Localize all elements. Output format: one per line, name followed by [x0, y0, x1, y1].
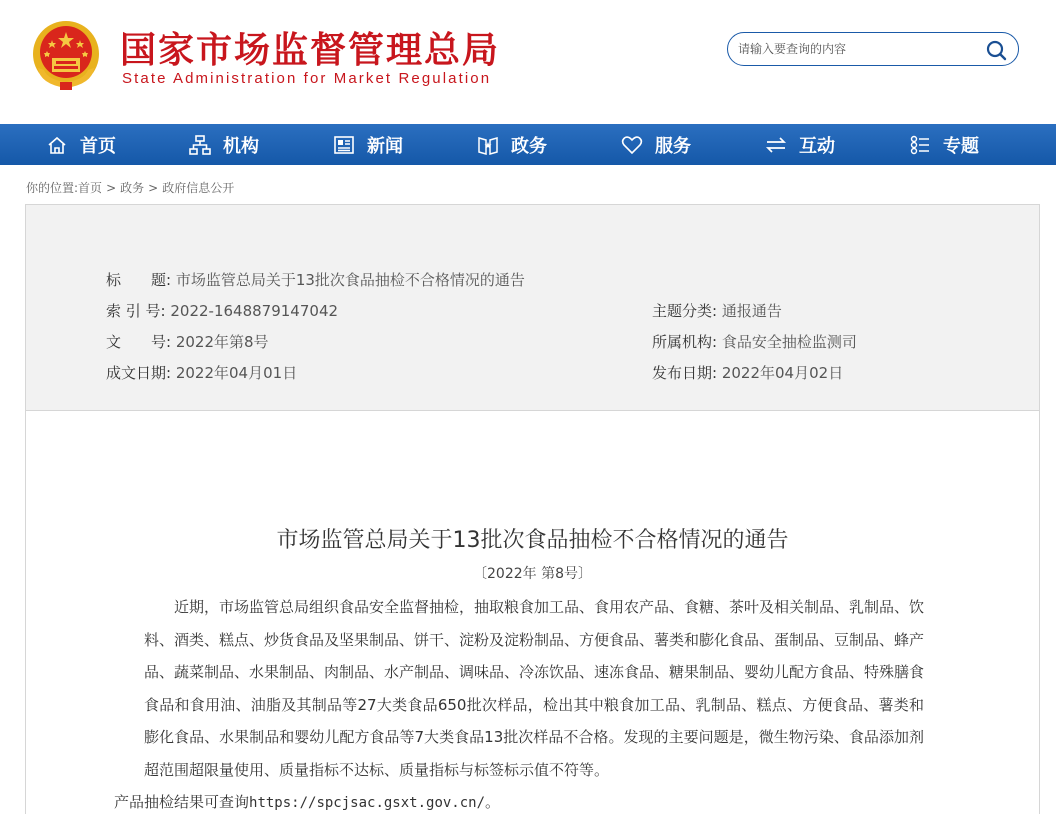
- info-org-row: [652, 331, 857, 352]
- breadcrumb-government[interactable]: 政务: [120, 181, 145, 195]
- government-icon: [477, 134, 499, 156]
- result-link-suffix: 。: [485, 793, 501, 811]
- nav-item-topics[interactable]: [909, 124, 979, 165]
- info-date-row: [106, 362, 297, 383]
- site-title-english[interactable]: State Administration for Market Regulation: [122, 70, 492, 87]
- info-org-value: 食品安全抽检监测司: [721, 333, 857, 351]
- topics-list-icon: [909, 134, 931, 156]
- breadcrumb-home[interactable]: 首页: [78, 181, 103, 195]
- info-publish-value: 2022年04月02日: [721, 364, 844, 382]
- main-nav: [0, 124, 1056, 165]
- nav-item-interaction[interactable]: [765, 124, 835, 165]
- document-body-text: 近期，市场监管总局组织食品安全监督抽检，抽取粮食加工品、食用农产品、食糖、茶叶及相关制品、乳制品、饮料、酒类、糕点、炒货食品及坚果制品、饼干、淀粉及淀粉制品、方便食品、薯类和膨化食品、蛋制品、豆制品、蜂产品、蔬菜制品、水果制品、肉制品、水产制品、调味品、冷冻饮品、速冻食品、糖果制品、婴幼儿配方食品、特殊膳食食品和食用油、油脂及其制品等27大类食品650批次样品，检出其中粮食加工品、乳制品、糕点、方便食品、薯类和膨化食品、水果制品和婴幼儿配方食品等7大类食品13批次样品不合格。发现的主要问题是，微生物污染、食品添加剂超范围超限量使用、质量指标不达标、质量指标与标签标示值不符等。: [144, 598, 925, 779]
- info-title-value: 市场监管总局关于13批次食品抽检不合格情况的通告: [175, 271, 525, 289]
- site-header: [0, 0, 1056, 124]
- info-category-label: 主题分类:: [652, 302, 718, 320]
- home-icon: [46, 134, 68, 156]
- document-body: [114, 591, 925, 814]
- search-icon[interactable]: [985, 39, 1007, 61]
- nav-label: 政务: [511, 135, 547, 157]
- exchange-arrows-icon: [765, 134, 787, 156]
- nav-item-government[interactable]: [477, 124, 547, 165]
- document-number: 〔2022年 第8号〕: [473, 566, 592, 582]
- document-title: 市场监管总局关于13批次食品抽检不合格情况的通告: [276, 528, 789, 553]
- result-link-prefix: 产品抽检结果可查询: [114, 793, 250, 811]
- search-input[interactable]: [738, 39, 978, 59]
- nav-label: 新闻: [367, 135, 403, 157]
- nav-item-organization[interactable]: [189, 124, 259, 165]
- info-category-value: 通报通告: [721, 302, 782, 320]
- breadcrumb-prefix: 你的位置:: [26, 181, 79, 195]
- result-link-url[interactable]: https://spcjsac.gsxt.gov.cn/: [249, 795, 486, 811]
- info-docno-label: 文 号:: [106, 333, 172, 351]
- article-container: [25, 204, 1040, 814]
- info-index-row: [106, 300, 338, 321]
- newspaper-icon: [333, 134, 355, 156]
- org-chart-icon: [189, 134, 211, 156]
- search-box: [727, 32, 1019, 66]
- info-publish-row: [652, 362, 843, 383]
- info-category-row: [652, 300, 782, 321]
- info-date-value: 2022年04月01日: [175, 364, 298, 382]
- info-org-label: 所属机构:: [652, 333, 718, 351]
- breadcrumb-separator: >: [106, 181, 117, 195]
- info-index-label: 索 引 号:: [106, 302, 166, 320]
- nav-label: 互动: [799, 135, 835, 157]
- nav-label: 专题: [943, 135, 979, 157]
- info-index-value: 2022-1648879147042: [170, 302, 339, 320]
- info-title-row: [106, 269, 525, 290]
- info-title-label: 标 题:: [106, 271, 172, 289]
- nav-item-services[interactable]: [621, 124, 691, 165]
- nav-label: 机构: [223, 135, 259, 157]
- breadcrumb: [26, 179, 234, 196]
- document-info-panel: [26, 205, 1039, 411]
- nav-item-home[interactable]: [46, 124, 116, 165]
- heart-icon: [621, 134, 643, 156]
- info-publish-label: 发布日期:: [652, 364, 718, 382]
- info-docno-row: [106, 331, 269, 352]
- info-date-label: 成文日期:: [106, 364, 172, 382]
- site-title-chinese[interactable]: 国家市场监督管理总局: [120, 30, 501, 71]
- national-emblem-icon[interactable]: [30, 18, 102, 94]
- nav-item-news[interactable]: [333, 124, 403, 165]
- breadcrumb-info-disclosure[interactable]: 政府信息公开: [162, 181, 235, 195]
- info-docno-value: 2022年第8号: [175, 333, 269, 351]
- breadcrumb-separator: >: [148, 181, 159, 195]
- nav-label: 首页: [80, 135, 116, 157]
- result-link-line: [114, 786, 500, 814]
- nav-label: 服务: [655, 135, 691, 157]
